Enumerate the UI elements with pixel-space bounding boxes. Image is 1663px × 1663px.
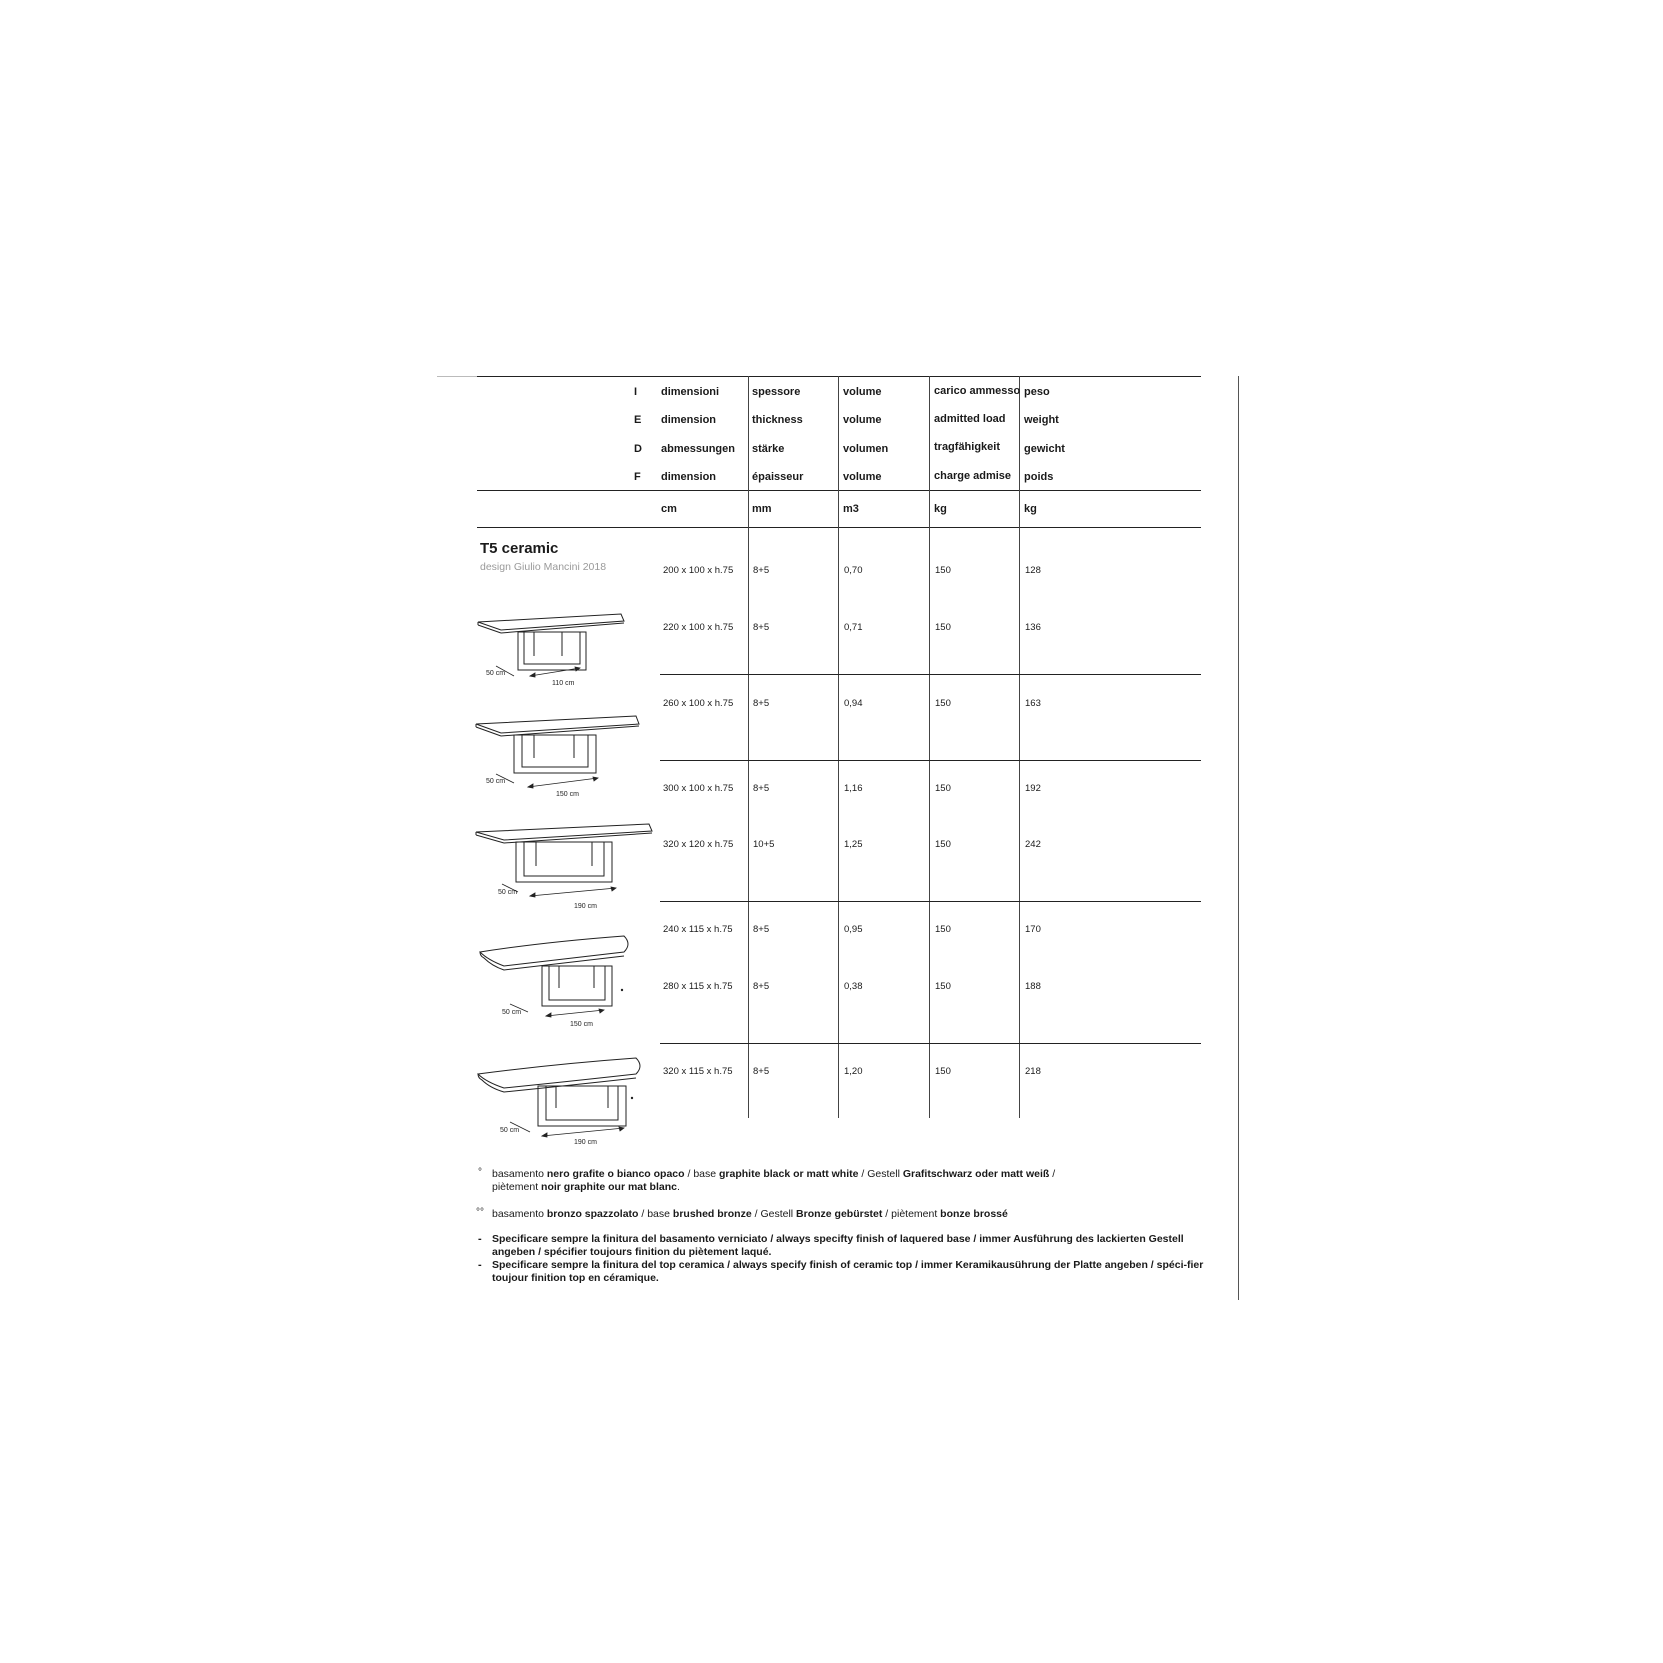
language-code-f: F [634, 471, 641, 483]
table-drawing-110 [474, 606, 654, 694]
cell-load: 150 [935, 783, 951, 794]
note-marker: - [478, 1259, 482, 1271]
cell-load: 150 [935, 981, 951, 992]
cell-thickness: 8+5 [753, 1066, 770, 1077]
header-thickness-fr: épaisseur [752, 471, 804, 483]
cell-load: 150 [935, 839, 951, 850]
table-drawing-150 [474, 710, 654, 800]
cell-dimensions: 260 x 100 x h.75 [663, 698, 734, 709]
header-load-fr: charge admise [934, 470, 1012, 482]
header-thickness-it: spessore [752, 386, 801, 398]
header-volume-it: volume [843, 386, 882, 398]
unit-cm: cm [661, 503, 677, 515]
group-separator [660, 674, 1201, 675]
cell-volume: 0,71 [844, 622, 863, 633]
cell-dimensions: 240 x 115 x h.75 [663, 924, 733, 935]
cell-weight: 192 [1025, 783, 1041, 794]
group-separator [660, 901, 1201, 902]
header-load-it: carico ammesso [934, 385, 1021, 397]
depth-label: 50 cm [502, 1009, 522, 1016]
cell-volume: 0,94 [844, 698, 863, 709]
cell-thickness: 8+5 [753, 698, 770, 709]
cell-dimensions: 220 x 100 x h.75 [663, 622, 734, 633]
table-drawing-barrel-150 [474, 930, 654, 1028]
note-marker: ° [478, 1167, 482, 1178]
language-code-d: D [634, 443, 642, 455]
column-divider [838, 376, 839, 1118]
base-length-label: 150 cm [570, 1021, 593, 1028]
cell-dimensions: 320 x 115 x h.75 [663, 1066, 733, 1077]
language-code-i: I [634, 386, 638, 398]
cell-thickness: 8+5 [753, 783, 770, 794]
depth-label: 50 cm [486, 670, 506, 677]
note-marker: - [478, 1233, 482, 1245]
cell-weight: 242 [1025, 839, 1041, 850]
unit-mm: mm [752, 503, 772, 515]
cell-dimensions: 280 x 115 x h.75 [663, 981, 733, 992]
cell-volume: 1,20 [844, 1066, 863, 1077]
cell-thickness: 10+5 [753, 839, 775, 850]
cell-weight: 163 [1025, 698, 1041, 709]
cell-weight: 170 [1025, 924, 1041, 935]
cell-weight: 218 [1025, 1066, 1041, 1077]
cell-volume: 1,16 [844, 783, 863, 794]
cell-load: 150 [935, 565, 951, 576]
header-dimensions-it: dimensioni [661, 386, 720, 398]
cell-dimensions: 200 x 100 x h.75 [663, 565, 734, 576]
header-load-en: admitted load [934, 413, 1006, 425]
column-divider [748, 376, 749, 1118]
depth-label: 50 cm [486, 778, 506, 785]
header-load-de: tragfähigkeit [934, 441, 1001, 453]
right-page-border [1238, 376, 1239, 1300]
cell-thickness: 8+5 [753, 981, 770, 992]
top-rule-left [437, 376, 477, 377]
cell-volume: 0,38 [844, 981, 863, 992]
cell-load: 150 [935, 622, 951, 633]
header-dimensions-de: abmessungen [661, 443, 735, 455]
header-weight-en: weight [1024, 414, 1059, 426]
column-divider [1019, 376, 1020, 1118]
header-weight-fr: poids [1024, 471, 1054, 483]
cell-volume: 1,25 [844, 839, 863, 850]
note-marker: °° [476, 1207, 484, 1218]
base-length-label: 190 cm [574, 1139, 597, 1146]
header-weight-it: peso [1024, 386, 1050, 398]
cell-dimensions: 300 x 100 x h.75 [663, 783, 734, 794]
top-rule [477, 376, 1201, 377]
note-base-finish: basamento nero grafite o bianco opaco / base graphite black or matt white / Gestell Grafitschwarz oder matt weiß / piètement noir graphite our mat blanc. [492, 1168, 1056, 1193]
depth-label: 50 cm [498, 889, 518, 896]
table-drawing-190 [474, 818, 664, 910]
cell-weight: 188 [1025, 981, 1041, 992]
header-thickness-de: stärke [752, 443, 785, 455]
product-title: T5 ceramic [480, 540, 559, 557]
cell-thickness: 8+5 [753, 622, 770, 633]
unit-kg-weight: kg [1024, 503, 1037, 515]
base-length-label: 110 cm [552, 680, 575, 687]
note-bronze-base: basamento bronzo spazzolato / base brushed bronze / Gestell Bronze gebürstet / piètement bonze brossé [492, 1208, 1008, 1220]
unit-kg-load: kg [934, 503, 947, 515]
note-ceramic-top: Specificare sempre la finitura del top ceramica / always specify finish of ceramic top / immer Keramikausührung der Platte angeben / spéci-fier toujour finition top en céramique. [492, 1259, 1204, 1284]
cell-volume: 0,70 [844, 565, 863, 576]
base-length-label: 150 cm [556, 791, 579, 798]
cell-load: 150 [935, 1066, 951, 1077]
unit-rule [477, 527, 1201, 528]
header-volume-en: volume [843, 414, 882, 426]
depth-label: 50 cm [500, 1127, 520, 1134]
base-length-label: 190 cm [574, 903, 597, 910]
cell-load: 150 [935, 698, 951, 709]
header-dimensions-fr: dimension [661, 471, 717, 483]
product-designer: design Giulio Mancini 2018 [480, 561, 607, 573]
header-thickness-en: thickness [752, 414, 803, 426]
header-weight-de: gewicht [1024, 443, 1065, 455]
header-dimensions-en: dimension [661, 414, 717, 426]
note-laquered-base: Specificare sempre la finitura del basamento verniciato / always specifty finish of laquered base / immer Ausführung des lackierten Gestell angeben / spécifier toujours finition du piètement laqué. [492, 1233, 1184, 1258]
cell-volume: 0,95 [844, 924, 863, 935]
header-rule [477, 490, 1201, 491]
language-code-e: E [634, 414, 642, 426]
group-separator [660, 1043, 1201, 1044]
column-divider [929, 376, 930, 1118]
cell-thickness: 8+5 [753, 565, 770, 576]
cell-weight: 136 [1025, 622, 1041, 633]
unit-m3: m3 [843, 503, 859, 515]
cell-load: 150 [935, 924, 951, 935]
group-separator [660, 760, 1201, 761]
cell-dimensions: 320 x 120 x h.75 [663, 839, 734, 850]
table-drawing-barrel-190 [474, 1052, 664, 1148]
cell-weight: 128 [1025, 565, 1041, 576]
cell-thickness: 8+5 [753, 924, 770, 935]
header-volume-fr: volume [843, 471, 882, 483]
header-volume-de: volumen [843, 443, 889, 455]
